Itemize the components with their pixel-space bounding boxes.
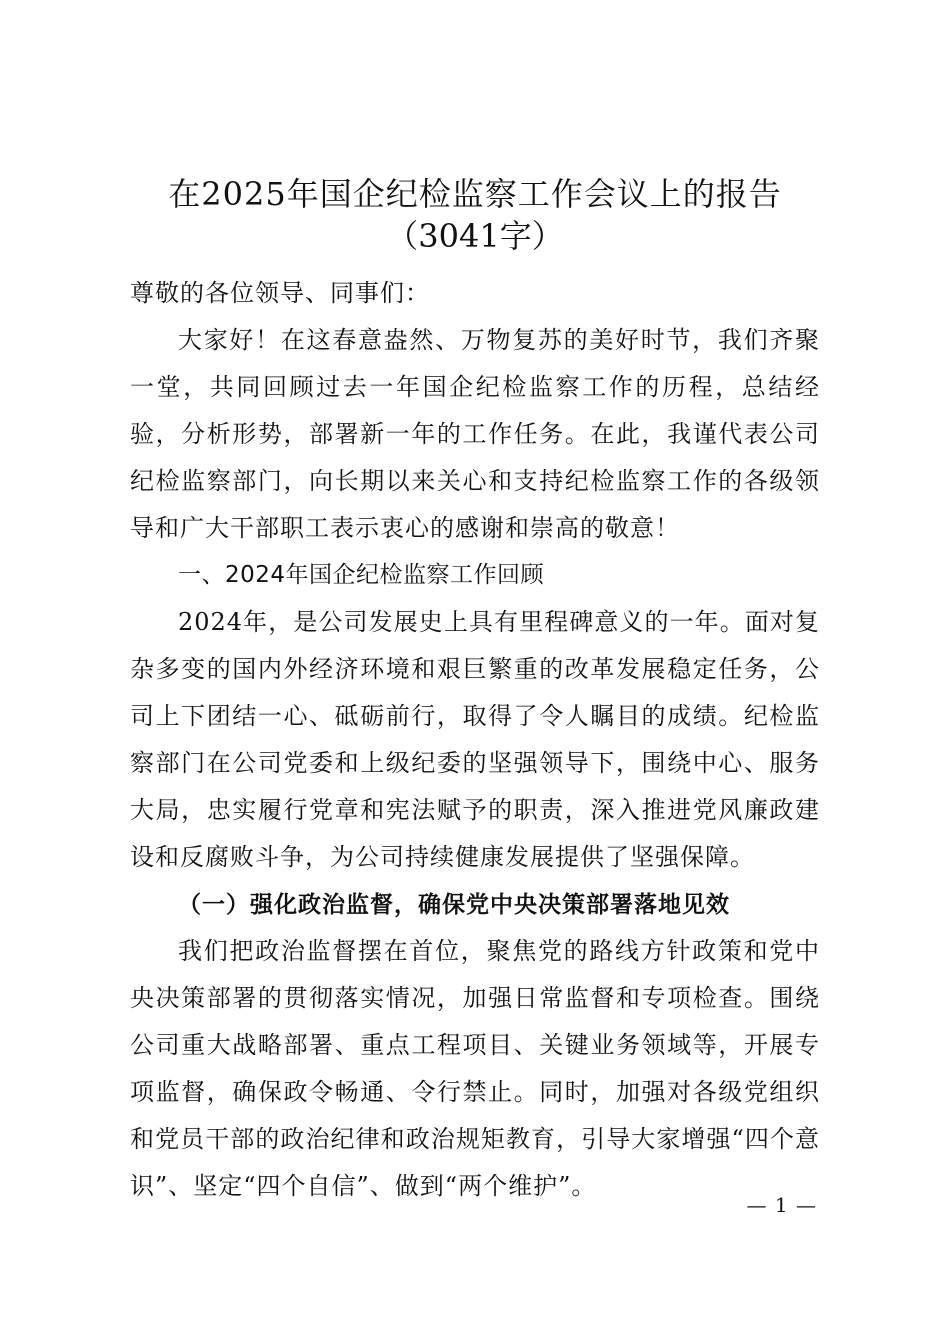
document-body xyxy=(130,172,820,1210)
section-heading-1: 一、2024年国企纪检监察工作回顾 xyxy=(178,562,545,588)
document-title: 在2025年国企纪检监察工作会议上的报告 xyxy=(168,175,782,213)
paragraph-opening: 大家好！在这春意盎然、万物复苏的美好时节，我们齐聚一堂，共同回顾过去一年国企纪检监察工作的历程，总结经验，分析形势，部署新一年的工作任务。在此，我谨代表公司纪检监察部门，向长期以来关心和支持纪检监察工作的各级领导和广大干部职工表示衷心的感谢和崇高的敬意！ xyxy=(130,326,820,542)
salutation: 尊敬的各位领导、同事们： xyxy=(130,279,430,307)
page-number: — 1 — xyxy=(746,1193,817,1217)
subsection-heading-1-1: （一）强化政治监督，确保党中央决策部署落地见效 xyxy=(178,891,730,918)
paragraph-political-supervision: 我们把政治监督摆在首位，聚焦党的路线方针政策和党中央决策部署的贯彻落实情况，加强日常监督和专项检查。围绕公司重大战略部署、重点工程项目、关键业务领域等，开展专项监督，确保政令畅通、令行禁止。同时，加强对各级党组织和党员干部的政治纪律和政治规矩教育，引导大家增强“四个意识”、坚定“四个自信”、做到“两个维护”。 xyxy=(130,937,820,1200)
word-count-subtitle: （3041字） xyxy=(386,217,564,255)
paragraph-review: 2024年，是公司发展史上具有里程碑意义的一年。面对复杂多变的国内外经济环境和艰巨繁重的改革发展稳定任务，公司上下团结一心、砥砺前行，取得了令人瞩目的成绩。纪检监察部门在公司党委和上级纪委的坚强领导下，围绕中心、服务大局，忠实履行党章和宪法赋予的职责，深入推进党风廉政建设和反腐败斗争，为公司持续健康发展提供了坚强保障。 xyxy=(130,608,820,871)
